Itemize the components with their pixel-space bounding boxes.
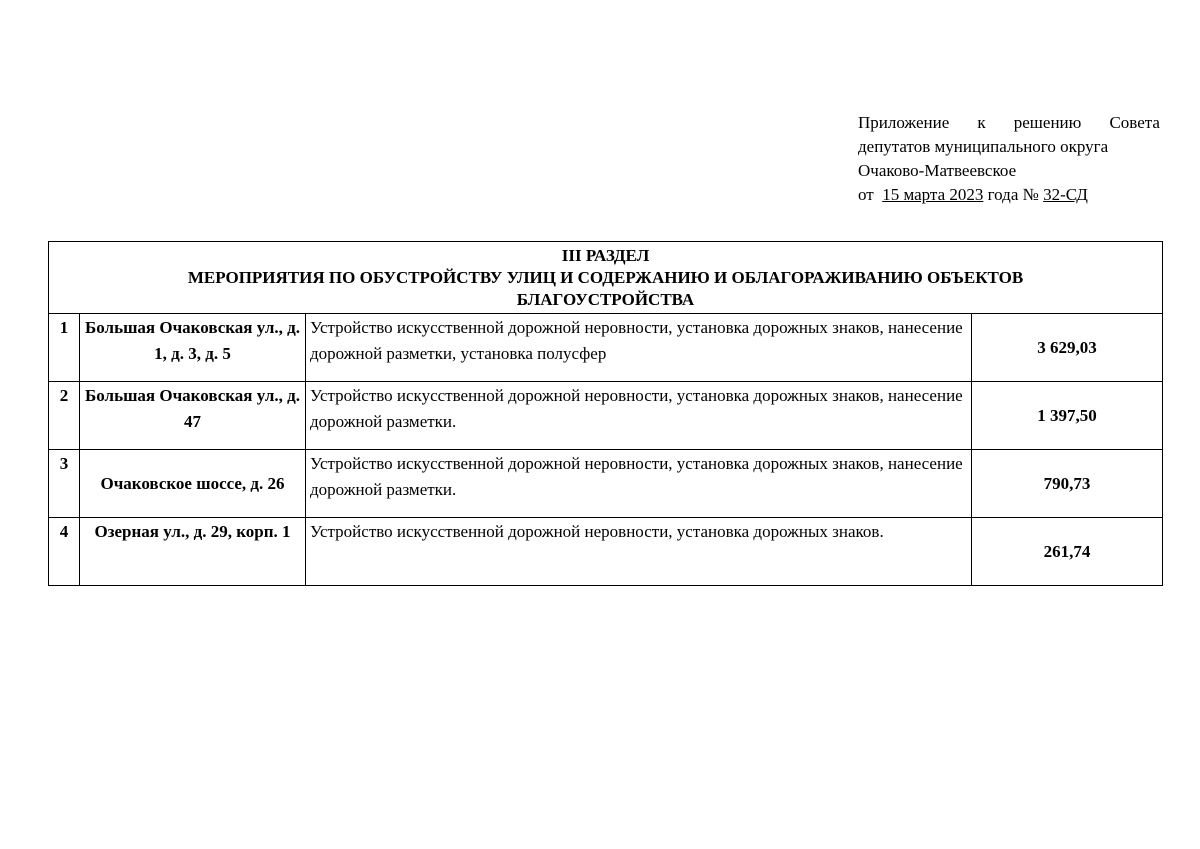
- section-title: [49, 242, 1163, 314]
- measures-table: [48, 241, 1163, 586]
- row-sum: 790,73: [972, 450, 1163, 518]
- row-address: Очаковское шоссе, д. 26: [80, 450, 306, 518]
- appendix-line-3: Очаково-Матвеевское: [858, 161, 1017, 180]
- section-title-line-3: БЛАГОУСТРОЙСТВА: [516, 290, 695, 309]
- decision-number: 32-СД: [1043, 185, 1088, 204]
- appendix-line-2: депутатов муниципального округа: [858, 137, 1109, 156]
- section-title-line-2: МЕРОПРИЯТИЯ ПО ОБУСТРОЙСТВУ УЛИЦ И СОДЕРЖАНИЮ И ОБЛАГОРАЖИВАНИЮ ОБЪЕКТОВ: [187, 268, 1024, 287]
- appendix-line-1: [858, 111, 1160, 135]
- row-sum: 3 629,03: [972, 314, 1163, 382]
- row-number: 3: [49, 450, 80, 518]
- row-sum: 1 397,50: [972, 382, 1163, 450]
- appendix-header: [858, 111, 1160, 207]
- appendix-word-to: к: [977, 113, 986, 132]
- appendix-word-appendix: Приложение: [858, 113, 950, 132]
- row-number: 4: [49, 518, 80, 586]
- row-number: 2: [49, 382, 80, 450]
- row-work: Устройство искусственной дорожной неровности, установка дорожных знаков, нанесение дорожной разметки.: [306, 382, 972, 450]
- date-prefix: от: [858, 185, 874, 204]
- section-title-line-1: III РАЗДЕЛ: [561, 246, 650, 265]
- table-row: [49, 382, 1163, 450]
- appendix-word-council: Совета: [1109, 113, 1160, 132]
- table-row: [49, 518, 1163, 586]
- row-work: Устройство искусственной дорожной неровности, установка дорожных знаков, нанесение дорожной разметки, установка полусфер: [306, 314, 972, 382]
- row-work: Устройство искусственной дорожной неровности, установка дорожных знаков, нанесение дорожной разметки.: [306, 450, 972, 518]
- row-work: Устройство искусственной дорожной неровности, установка дорожных знаков.: [306, 518, 972, 586]
- row-number: 1: [49, 314, 80, 382]
- table-row: [49, 450, 1163, 518]
- date-mid: года №: [987, 185, 1039, 204]
- row-sum: 261,74: [972, 518, 1163, 586]
- section-header-row: [49, 242, 1163, 314]
- appendix-word-decision: решению: [1013, 113, 1082, 132]
- row-address: Большая Очаковская ул., д. 47: [80, 382, 306, 450]
- table-row: [49, 314, 1163, 382]
- row-address: Озерная ул., д. 29, корп. 1: [80, 518, 306, 586]
- row-address: Большая Очаковская ул., д. 1, д. 3, д. 5: [80, 314, 306, 382]
- decision-date: 15 марта 2023: [882, 185, 984, 204]
- appendix-date-line: [858, 183, 1160, 207]
